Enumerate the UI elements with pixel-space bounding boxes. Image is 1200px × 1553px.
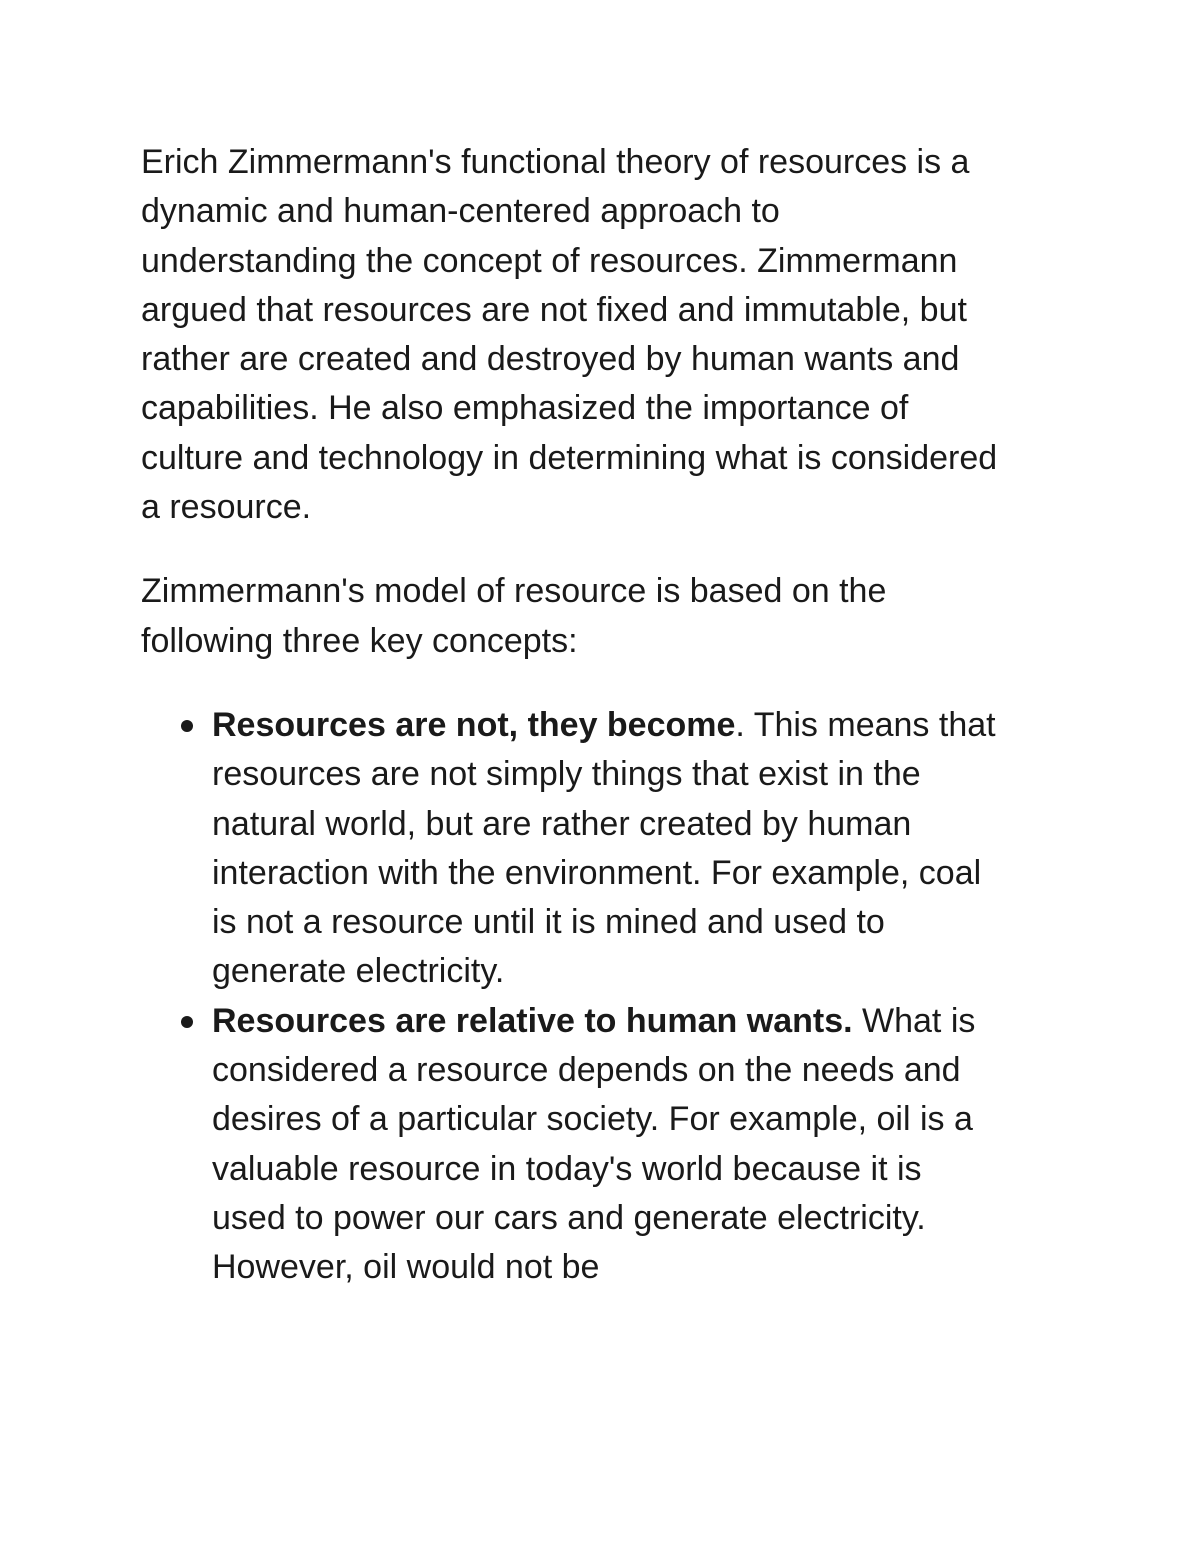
intro-paragraph: Erich Zimmermann's functional theory of resources is a dynamic and human-centered approach to understanding the concept of resources. Zimmermann argued that resources are not fixed and immutable, but rather are created and destroyed by human wants and capabilities. He also emphasized the importance of culture and technology in determining what is considered a resource. xyxy=(141,143,998,527)
list-item xyxy=(212,701,1001,997)
concept-text: . This means that resources are not simply things that exist in the natural world, but are rather created by human interaction with the environment. For example, coal is not a resource until it is mined and used to generate electricity. xyxy=(212,705,996,991)
concept-term: Resources are relative to human wants. xyxy=(212,1001,853,1040)
concept-term: Resources are not, they become xyxy=(212,705,736,744)
bullet-icon xyxy=(181,1016,193,1028)
key-concepts-list xyxy=(141,701,1001,1293)
concept-text: What is considered a resource depends on the needs and desires of a particular society. For example, oil is a valuable resource in today's world because it is used to power our cars and generate electricity. However, oil would not be xyxy=(212,1001,976,1287)
model-paragraph: Zimmermann's model of resource is based on the following three key concepts: xyxy=(141,572,887,660)
list-item xyxy=(212,997,1001,1293)
bullet-icon xyxy=(181,720,193,732)
document-page xyxy=(141,138,1001,1293)
